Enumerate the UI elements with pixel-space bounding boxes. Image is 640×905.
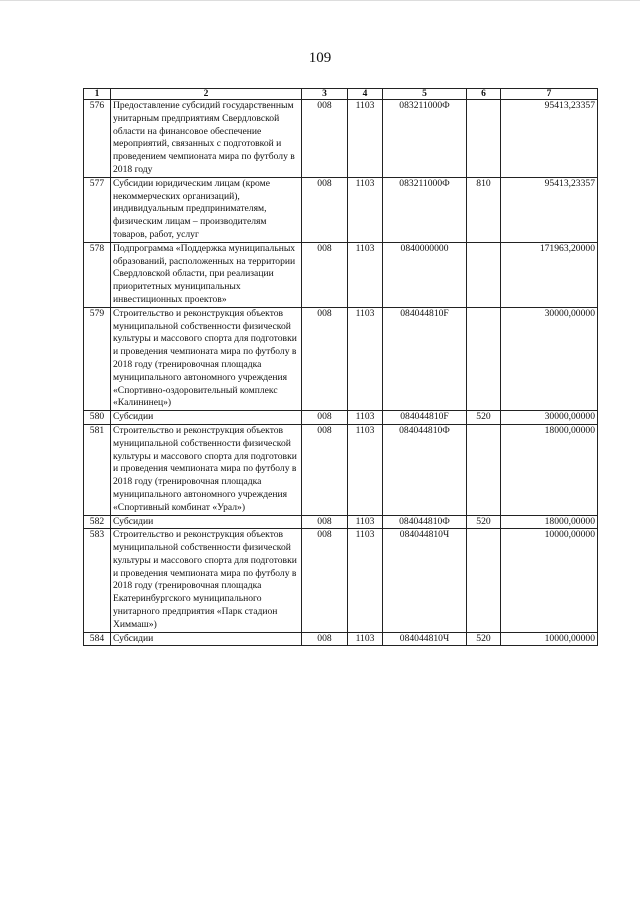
table-row [84,177,598,242]
row-number: 576 [84,100,111,178]
page-number: 109 [308,50,332,66]
scan-edge [0,0,640,1]
row-description: Строительство и реконструкция объектов муниципальной собственности физической культуры и массового спорта для подготовки и проведения чемпионата мира по футболу в 2018 году (тренировочная площадка муниципального автономного учреждения «Спортивный комбинат «Урал») [111,424,302,515]
row-number: 583 [84,529,111,632]
table-row [84,515,598,529]
row-description: Субсидии [111,632,302,646]
row-number: 584 [84,632,111,646]
row-description: Субсидии [111,411,302,425]
header-cell: 5 [383,89,467,100]
row-section-code: 1103 [348,632,383,646]
row-description: Строительство и реконструкция объектов муниципальной собственности физической культуры и массового спорта для подготовки и проведения чемпионата мира по футболу в 2018 году (тренировочная площадка Екатеринбургского муниципального унитарного предприятия «Парк стадион Химмаш») [111,529,302,632]
header-cell: 2 [111,89,302,100]
row-amount: 18000,00000 [501,424,598,515]
row-ministry-code: 008 [302,411,348,425]
row-ministry-code: 008 [302,100,348,178]
row-number: 580 [84,411,111,425]
row-ministry-code: 008 [302,177,348,242]
row-ministry-code: 008 [302,424,348,515]
row-number: 577 [84,177,111,242]
row-amount: 95413,23357 [501,177,598,242]
row-target-code: 084044810Ч [383,529,467,632]
row-ministry-code: 008 [302,515,348,529]
row-amount: 10000,00000 [501,632,598,646]
row-expense-type-code: 520 [467,632,501,646]
header-cell: 6 [467,89,501,100]
table-row [84,424,598,515]
budget-table [83,88,598,646]
row-section-code: 1103 [348,177,383,242]
row-expense-type-code [467,307,501,410]
row-amount: 10000,00000 [501,529,598,632]
table-row [84,411,598,425]
row-number: 582 [84,515,111,529]
row-target-code: 084044810Ф [383,424,467,515]
row-description: Предоставление субсидий государственным унитарным предприятиям Свердловской области на финансовое обеспечение мероприятий, связанных с подготовкой и проведением чемпионата мира по футболу в 2018 году [111,100,302,178]
row-target-code: 084044810Ч [383,632,467,646]
row-description: Субсидии [111,515,302,529]
row-section-code: 1103 [348,100,383,178]
row-ministry-code: 008 [302,529,348,632]
row-expense-type-code: 810 [467,177,501,242]
header-cell: 4 [348,89,383,100]
row-amount: 171963,20000 [501,242,598,307]
row-target-code: 083211000Ф [383,100,467,178]
header-cell: 7 [501,89,598,100]
row-expense-type-code: 520 [467,515,501,529]
row-section-code: 1103 [348,411,383,425]
row-ministry-code: 008 [302,242,348,307]
row-amount: 18000,00000 [501,515,598,529]
row-amount: 95413,23357 [501,100,598,178]
row-target-code: 084044810Ф [383,515,467,529]
header-cell: 3 [302,89,348,100]
row-description: Строительство и реконструкция объектов муниципальной собственности физической культуры и массового спорта для подготовки и проведения чемпионата мира по футболу в 2018 году (тренировочная площадка муниципального автономного учреждения «Спортивно-оздоровительный комплекс «Калининец») [111,307,302,410]
row-number: 579 [84,307,111,410]
row-expense-type-code [467,424,501,515]
table-row [84,100,598,178]
row-section-code: 1103 [348,515,383,529]
row-number: 581 [84,424,111,515]
row-number: 578 [84,242,111,307]
row-expense-type-code [467,529,501,632]
row-section-code: 1103 [348,242,383,307]
header-row [84,89,598,100]
row-section-code: 1103 [348,307,383,410]
row-description: Подпрограмма «Поддержка муниципальных образований, расположенных на территории Свердловской области, при реализации приоритетных муниципальных инвестиционных проектов» [111,242,302,307]
row-target-code: 084044810F [383,411,467,425]
row-target-code: 0840000000 [383,242,467,307]
row-ministry-code: 008 [302,632,348,646]
row-section-code: 1103 [348,529,383,632]
row-expense-type-code: 520 [467,411,501,425]
row-description: Субсидии юридическим лицам (кроме некоммерческих организаций), индивидуальным предпринимателям, физическим лицам – производителям товаров, работ, услуг [111,177,302,242]
row-target-code: 083211000Ф [383,177,467,242]
row-amount: 30000,00000 [501,411,598,425]
table-row [84,307,598,410]
row-expense-type-code [467,242,501,307]
header-cell: 1 [84,89,111,100]
row-expense-type-code [467,100,501,178]
row-ministry-code: 008 [302,307,348,410]
table-row [84,242,598,307]
table-row [84,632,598,646]
row-section-code: 1103 [348,424,383,515]
table-row [84,529,598,632]
row-amount: 30000,00000 [501,307,598,410]
row-target-code: 084044810F [383,307,467,410]
